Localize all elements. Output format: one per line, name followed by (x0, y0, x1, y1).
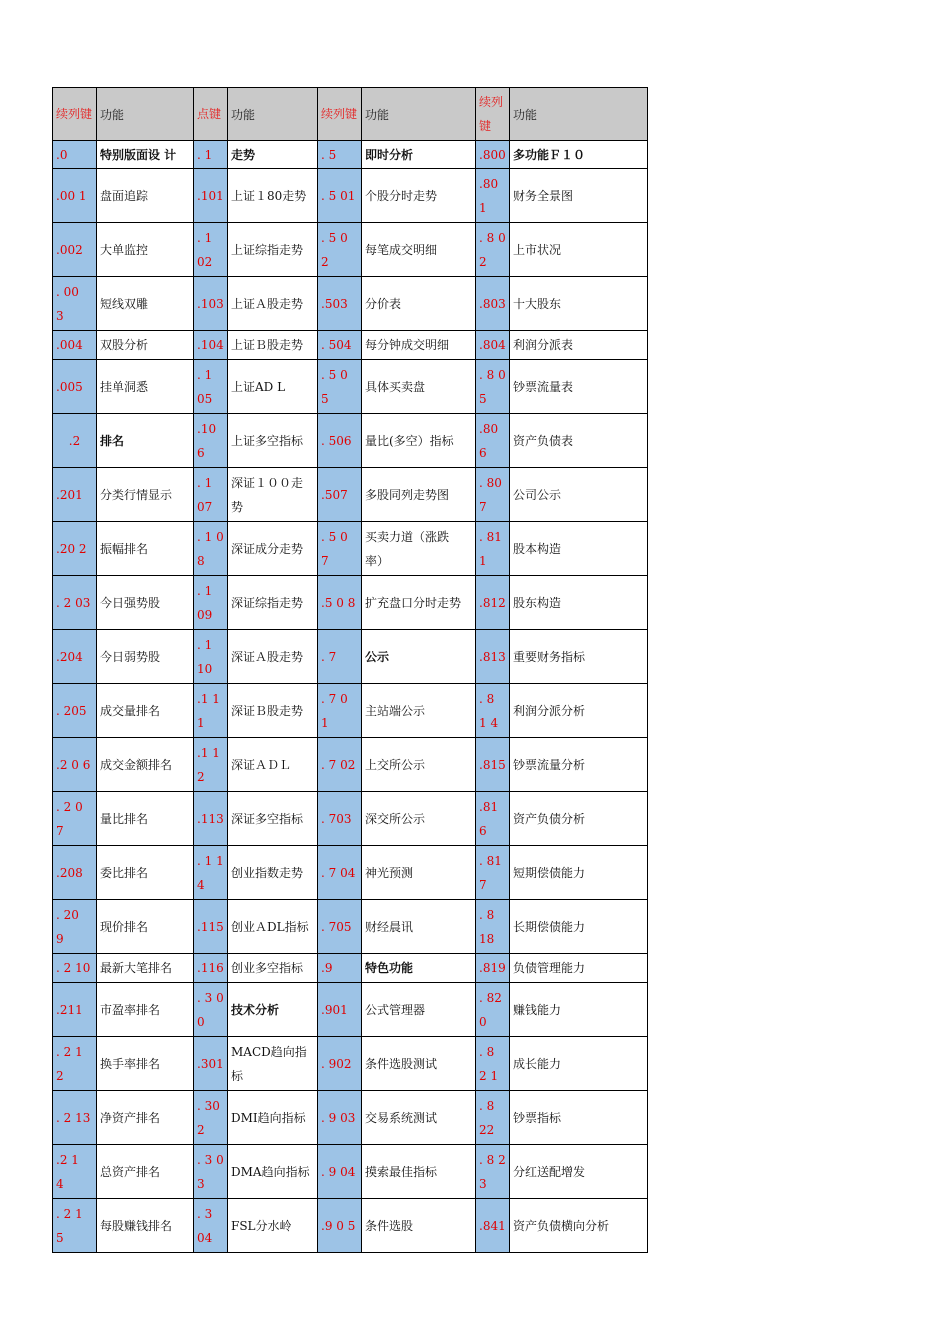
function-cell: 资产负债表 (510, 414, 648, 468)
table-row (53, 331, 648, 360)
key-code-cell: . 7 02 (318, 738, 362, 792)
function-cell: 委比排名 (97, 846, 194, 900)
function-cell: 最新大笔排名 (97, 954, 194, 983)
key-code-cell: .2 (53, 414, 97, 468)
key-code-cell: . 82 0 (476, 983, 510, 1037)
key-code-cell: .2 1 4 (53, 1145, 97, 1199)
key-code-cell: . 1 0 8 (194, 522, 228, 576)
key-code-cell: .004 (53, 331, 97, 360)
function-cell: 成长能力 (510, 1037, 648, 1091)
function-cell: 双股分析 (97, 331, 194, 360)
key-code-cell: . 2 10 (53, 954, 97, 983)
function-cell: 赚钱能力 (510, 983, 648, 1037)
key-code-cell: . 1 05 (194, 360, 228, 414)
key-code-cell: .503 (318, 277, 362, 331)
function-cell: 技术分析 (228, 983, 318, 1037)
table-row (53, 277, 648, 331)
function-cell: 深证综指走势 (228, 576, 318, 630)
key-code-cell: .208 (53, 846, 97, 900)
function-cell: 创业多空指标 (228, 954, 318, 983)
function-cell: 多股同列走势图 (362, 468, 476, 522)
key-code-cell: .80 1 (476, 169, 510, 223)
table-row (53, 141, 648, 169)
key-code-cell: . 7 0 1 (318, 684, 362, 738)
function-cell: 大单监控 (97, 223, 194, 277)
table-row (53, 630, 648, 684)
key-code-cell: .116 (194, 954, 228, 983)
function-cell: 交易系统测试 (362, 1091, 476, 1145)
table-row (53, 900, 648, 954)
table-row (53, 846, 648, 900)
table-row (53, 1199, 648, 1253)
function-cell: 市盈率排名 (97, 983, 194, 1037)
function-cell: 现价排名 (97, 900, 194, 954)
function-cell: 分价表 (362, 277, 476, 331)
function-cell: 成交量排名 (97, 684, 194, 738)
key-code-cell: .813 (476, 630, 510, 684)
key-code-cell: . 2 1 2 (53, 1037, 97, 1091)
key-code-cell: . 00 3 (53, 277, 97, 331)
table-header-row (53, 88, 648, 141)
function-cell: 公式管理器 (362, 983, 476, 1037)
function-cell: 财务全景图 (510, 169, 648, 223)
key-code-cell: . 7 04 (318, 846, 362, 900)
function-cell: 摸索最佳指标 (362, 1145, 476, 1199)
key-code-cell: . 5 0 7 (318, 522, 362, 576)
header-key-col-3: 续列键 (318, 88, 362, 141)
function-cell: 短线双雕 (97, 277, 194, 331)
table-row (53, 468, 648, 522)
function-cell: 盘面追踪 (97, 169, 194, 223)
key-code-cell: . 1 1 4 (194, 846, 228, 900)
header-key-col-4: 续列 键 (476, 88, 510, 141)
key-code-cell: .2 0 6 (53, 738, 97, 792)
key-code-cell: .211 (53, 983, 97, 1037)
header-key-col-1: 续列键 (53, 88, 97, 141)
table-row (53, 414, 648, 468)
key-code-cell: . 3 0 0 (194, 983, 228, 1037)
function-cell: 多功能Ｆ１０ (510, 141, 648, 169)
function-cell: 深证１００走 势 (228, 468, 318, 522)
function-cell: 量比排名 (97, 792, 194, 846)
function-cell: FSL分水岭 (228, 1199, 318, 1253)
function-cell: 上证１80走势 (228, 169, 318, 223)
key-code-cell: . 1 09 (194, 576, 228, 630)
key-code-cell: . 2 03 (53, 576, 97, 630)
function-cell: 公司公示 (510, 468, 648, 522)
key-code-cell: . 8 2 3 (476, 1145, 510, 1199)
key-code-cell: . 8 18 (476, 900, 510, 954)
key-code-cell: .005 (53, 360, 97, 414)
function-cell: 即时分析 (362, 141, 476, 169)
table-row (53, 954, 648, 983)
key-code-cell: . 5 01 (318, 169, 362, 223)
table-row (53, 684, 648, 738)
table-row (53, 792, 648, 846)
key-code-cell: .819 (476, 954, 510, 983)
key-code-cell: . 703 (318, 792, 362, 846)
function-cell: 资产负债分析 (510, 792, 648, 846)
key-code-cell: .204 (53, 630, 97, 684)
table-row (53, 576, 648, 630)
table-row (53, 1091, 648, 1145)
function-cell: 长期偿债能力 (510, 900, 648, 954)
key-code-cell: .81 6 (476, 792, 510, 846)
table-row (53, 360, 648, 414)
key-code-cell: .00 1 (53, 169, 97, 223)
function-cell: 创业指数走势 (228, 846, 318, 900)
key-code-cell: .104 (194, 331, 228, 360)
key-code-cell: .841 (476, 1199, 510, 1253)
key-code-cell: . 30 2 (194, 1091, 228, 1145)
function-cell: 深证多空指标 (228, 792, 318, 846)
key-code-cell: . 8 22 (476, 1091, 510, 1145)
header-func-col-3: 功能 (362, 88, 476, 141)
key-code-cell: . 9 04 (318, 1145, 362, 1199)
key-code-cell: . 705 (318, 900, 362, 954)
function-cell: 利润分派表 (510, 331, 648, 360)
key-code-cell: . 1 (194, 141, 228, 169)
key-code-cell: .803 (476, 277, 510, 331)
function-cell: 股东构造 (510, 576, 648, 630)
function-cell: 今日强势股 (97, 576, 194, 630)
function-cell: 财经晨讯 (362, 900, 476, 954)
header-func-col-1: 功能 (97, 88, 194, 141)
function-cell: 钞票指标 (510, 1091, 648, 1145)
table-row (53, 1037, 648, 1091)
key-code-cell: . 1 07 (194, 468, 228, 522)
function-cell: 净资产排名 (97, 1091, 194, 1145)
function-cell: 上交所公示 (362, 738, 476, 792)
function-cell: 重要财务指标 (510, 630, 648, 684)
key-code-cell: .812 (476, 576, 510, 630)
function-cell: 神光预测 (362, 846, 476, 900)
function-cell: 上证Ｂ股走势 (228, 331, 318, 360)
function-cell: 深证ＡＤＬ (228, 738, 318, 792)
key-code-cell: .201 (53, 468, 97, 522)
function-cell: 今日弱势股 (97, 630, 194, 684)
function-cell: 扩充盘口分时走势 (362, 576, 476, 630)
function-cell: 每股赚钱排名 (97, 1199, 194, 1253)
function-cell: 换手率排名 (97, 1037, 194, 1091)
function-cell: 特别版面设 计 (97, 141, 194, 169)
function-cell: 上市状况 (510, 223, 648, 277)
key-code-cell: .113 (194, 792, 228, 846)
key-code-cell: .9 0 5 (318, 1199, 362, 1253)
table-row (53, 223, 648, 277)
key-code-cell: .0 (53, 141, 97, 169)
function-cell: MACD趋向指标 (228, 1037, 318, 1091)
function-cell: 深交所公示 (362, 792, 476, 846)
key-code-cell: . 81 7 (476, 846, 510, 900)
table-row (53, 738, 648, 792)
function-cell: 创业ＡDL指标 (228, 900, 318, 954)
function-cell: 特色功能 (362, 954, 476, 983)
function-cell: 挂单洞悉 (97, 360, 194, 414)
key-code-cell: . 3 0 3 (194, 1145, 228, 1199)
function-cell: 条件选股 (362, 1199, 476, 1253)
key-code-cell: .800 (476, 141, 510, 169)
header-func-col-4: 功能 (510, 88, 648, 141)
key-code-cell: . 8 2 1 (476, 1037, 510, 1091)
header-key-col-2: 点键 (194, 88, 228, 141)
function-cell: 买卖力道（涨跌 率） (362, 522, 476, 576)
function-cell: 十大股东 (510, 277, 648, 331)
key-code-cell: .103 (194, 277, 228, 331)
key-code-cell: .901 (318, 983, 362, 1037)
header-func-col-2: 功能 (228, 88, 318, 141)
key-code-cell: .507 (318, 468, 362, 522)
key-code-cell: . 504 (318, 331, 362, 360)
key-code-cell: . 5 (318, 141, 362, 169)
function-cell: 振幅排名 (97, 522, 194, 576)
key-code-cell: .80 6 (476, 414, 510, 468)
function-cell: 负债管理能力 (510, 954, 648, 983)
key-code-cell: . 2 0 7 (53, 792, 97, 846)
key-code-cell: .20 2 (53, 522, 97, 576)
key-code-cell: . 7 (318, 630, 362, 684)
function-cell: 资产负债横向分析 (510, 1199, 648, 1253)
key-code-cell: . 5 0 5 (318, 360, 362, 414)
function-cell: 走势 (228, 141, 318, 169)
function-cell: 利润分派分析 (510, 684, 648, 738)
key-code-cell: . 8 0 2 (476, 223, 510, 277)
function-cell: DMI趋向指标 (228, 1091, 318, 1145)
function-cell: 短期偿债能力 (510, 846, 648, 900)
function-cell: 上证AD L (228, 360, 318, 414)
function-cell: 总资产排名 (97, 1145, 194, 1199)
key-code-cell: .815 (476, 738, 510, 792)
key-code-cell: .301 (194, 1037, 228, 1091)
key-code-cell: . 9 03 (318, 1091, 362, 1145)
key-code-cell: . 506 (318, 414, 362, 468)
key-code-cell: . 1 10 (194, 630, 228, 684)
function-cell: 上证Ａ股走势 (228, 277, 318, 331)
function-cell: 分红送配增发 (510, 1145, 648, 1199)
function-cell: 公示 (362, 630, 476, 684)
key-code-cell: . 205 (53, 684, 97, 738)
function-cell: 上证多空指标 (228, 414, 318, 468)
key-code-cell: . 3 04 (194, 1199, 228, 1253)
key-code-cell: .804 (476, 331, 510, 360)
key-code-cell: .101 (194, 169, 228, 223)
table-row (53, 1145, 648, 1199)
shortcut-key-table (52, 87, 648, 1253)
key-code-cell: . 81 1 (476, 522, 510, 576)
function-cell: 个股分时走势 (362, 169, 476, 223)
key-code-cell: . 2 13 (53, 1091, 97, 1145)
key-code-cell: .002 (53, 223, 97, 277)
function-cell: 条件选股测试 (362, 1037, 476, 1091)
function-cell: 深证Ｂ股走势 (228, 684, 318, 738)
key-code-cell: .10 6 (194, 414, 228, 468)
function-cell: DMA趋向指标 (228, 1145, 318, 1199)
function-cell: 排名 (97, 414, 194, 468)
function-cell: 主站端公示 (362, 684, 476, 738)
function-cell: 深证成分走势 (228, 522, 318, 576)
function-cell: 股本构造 (510, 522, 648, 576)
key-code-cell: .1 1 1 (194, 684, 228, 738)
key-code-cell: . 902 (318, 1037, 362, 1091)
function-cell: 每笔成交明细 (362, 223, 476, 277)
key-code-cell: . 20 9 (53, 900, 97, 954)
table-row (53, 522, 648, 576)
key-code-cell: . 1 02 (194, 223, 228, 277)
function-cell: 上证综指走势 (228, 223, 318, 277)
key-code-cell: . 80 7 (476, 468, 510, 522)
key-code-cell: .5 0 8 (318, 576, 362, 630)
function-cell: 钞票流量表 (510, 360, 648, 414)
function-cell: 钞票流量分析 (510, 738, 648, 792)
function-cell: 具体买卖盘 (362, 360, 476, 414)
key-code-cell: .9 (318, 954, 362, 983)
table-row (53, 983, 648, 1037)
key-code-cell: .1 1 2 (194, 738, 228, 792)
table-row (53, 169, 648, 223)
key-code-cell: .115 (194, 900, 228, 954)
function-cell: 量比(多空）指标 (362, 414, 476, 468)
function-cell: 每分钟成交明细 (362, 331, 476, 360)
key-code-cell: . 8 1 4 (476, 684, 510, 738)
key-code-cell: . 5 0 2 (318, 223, 362, 277)
function-cell: 分类行情显示 (97, 468, 194, 522)
function-cell: 成交金额排名 (97, 738, 194, 792)
key-code-cell: . 8 0 5 (476, 360, 510, 414)
key-code-cell: . 2 1 5 (53, 1199, 97, 1253)
function-cell: 深证Ａ股走势 (228, 630, 318, 684)
